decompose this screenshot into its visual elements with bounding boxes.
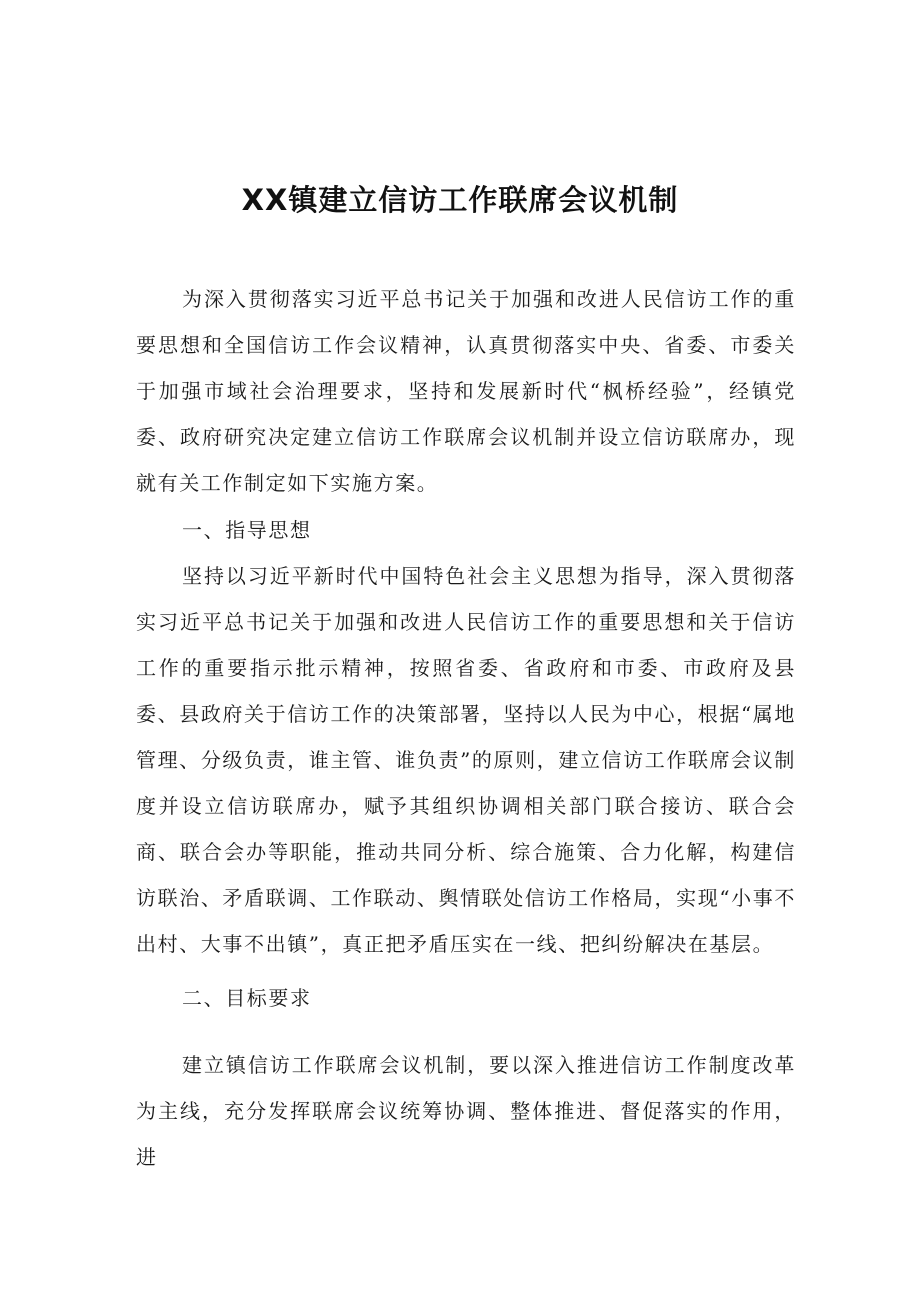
section-heading-goals: 二、目标要求 <box>182 986 312 1010</box>
intro-paragraph: 为深入贯彻落实习近平总书记关于加强和改进人民信访工作的重要思想和全国信访工作会议精神，认真贯彻落实中央、省委、市委关于加强市域社会治理要求，坚持和发展新时代“枫桥经验”，经镇党委、政府研究决定建立信访工作联席会议机制并设立信访联席办，现就有关工作制定如下实施方案。 <box>136 287 796 495</box>
section-heading-guiding-ideology: 一、指导思想 <box>182 518 312 542</box>
goals-paragraph: 建立镇信访工作联席会议机制，要以深入推进信访工作制度改革为主线，充分发挥联席会议统筹协调、整体推进、督促落实的作用，进 <box>136 1053 796 1169</box>
guiding-ideology-paragraph: 坚持以习近平新时代中国特色社会主义思想为指导，深入贯彻落实习近平总书记关于加强和改进人民信访工作的重要思想和关于信访工作的重要指示批示精神，按照省委、省政府和市委、市政府及县委、县政府关于信访工作的决策部署，坚持以人民为中心，根据“属地管理、分级负责，谁主管、谁负责”的原则，建立信访工作联席会议制度并设立信访联席办，赋予其组织协调相关部门联合接访、联合会商、联合会办等职能，推动共同分析、综合施策、合力化解，构建信访联治、矛盾联调、工作联动、舆情联处信访工作格局，实现“小事不出村、大事不出镇”，真正把矛盾压实在一线、把纠纷解决在基层。 <box>136 564 796 956</box>
document-title: XX镇建立信访工作联席会议机制 <box>241 183 679 217</box>
